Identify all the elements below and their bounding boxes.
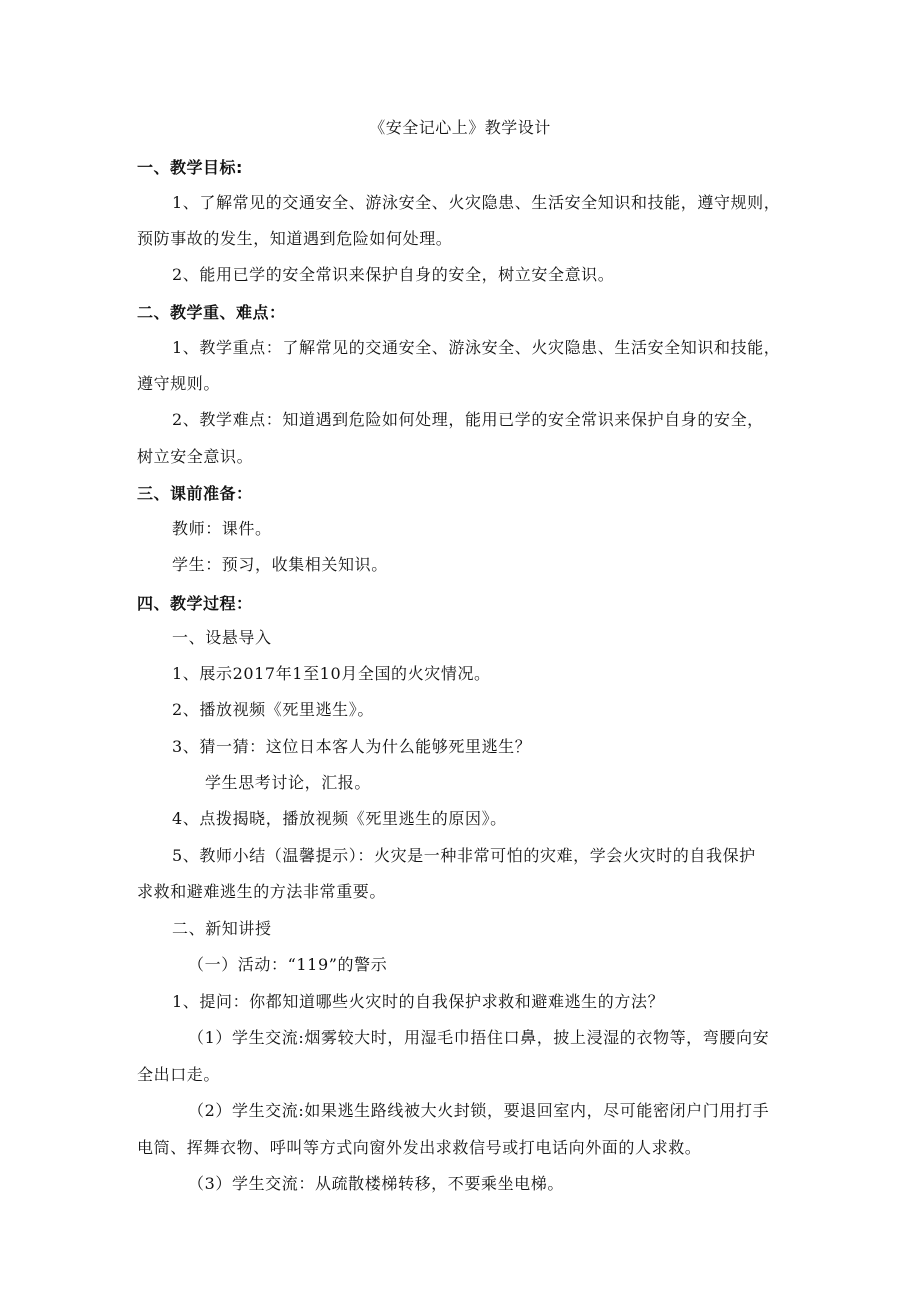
- list-item-continued: 电筒、挥舞衣物、呼叫等方式向窗外发出求救信号或打电话向外面的人求救。: [137, 1138, 702, 1157]
- paragraph-line: 1、教学重点：了解常见的交通安全、游泳安全、火灾隐患、生活安全知识和技能，: [172, 338, 781, 357]
- section-heading-objectives: 一、教学目标:: [137, 158, 243, 177]
- list-item: 1、提问：你都知道哪些火灾时的自我保护求救和避难逃生的方法？: [172, 992, 665, 1011]
- paragraph-line: 遵守规则。: [137, 374, 221, 393]
- subsection-heading: 一、设悬导入: [172, 628, 272, 647]
- paragraph-line: 2、能用已学的安全常识来保护自身的安全，树立安全意识。: [172, 265, 615, 284]
- list-item-continued: 全出口走。: [137, 1065, 221, 1084]
- subsection-heading: 二、新知讲授: [172, 919, 272, 938]
- activity-heading: （一）活动：“119”的警示: [188, 955, 388, 974]
- paragraph-line: 2、教学难点：知道遇到危险如何处理，能用已学的安全常识来保护自身的安全，: [172, 410, 764, 429]
- paragraph-line: 学生：预习，收集相关知识。: [172, 555, 388, 574]
- paragraph-line: 预防事故的发生，知道遇到危险如何处理。: [137, 229, 453, 248]
- list-item: （3）学生交流：从疏散楼梯转移，不要乘坐电梯。: [188, 1174, 564, 1193]
- section-heading-preparation: 三、课前准备：: [137, 484, 253, 503]
- list-item-response: 学生思考讨论，汇报。: [205, 773, 372, 792]
- section-heading-process: 四、教学过程：: [137, 594, 253, 613]
- list-item: （2）学生交流:如果逃生路线被大火封锁，要退回室内，尽可能密闭户门用打手: [188, 1101, 770, 1120]
- list-item: 5、教师小结（温馨提示）：火灾是一种非常可怕的灾难，学会火灾时的自我保护: [172, 846, 756, 865]
- paragraph-line: 教师：课件。: [172, 519, 272, 538]
- list-item: 4、点拨揭晓，播放视频《死里逃生的原因》。: [172, 809, 507, 828]
- paragraph-line: 树立安全意识。: [137, 447, 254, 466]
- list-item: 2、播放视频《死里逃生》。: [172, 700, 374, 719]
- section-heading-key-points: 二、教学重、难点：: [137, 303, 286, 322]
- paragraph-line: 1、了解常见的交通安全、游泳安全、火灾隐患、生活安全知识和技能，遵守规则，: [172, 193, 781, 212]
- list-item: （1）学生交流:烟雾较大时，用湿毛巾捂住口鼻，披上浸湿的衣物等，弯腰向安: [188, 1028, 770, 1047]
- document-title: 《安全记心上》教学设计: [369, 118, 551, 137]
- list-item: 1、展示2017年1至10月全国的火灾情况。: [172, 664, 491, 683]
- list-item-continued: 求救和避难逃生的方法非常重要。: [137, 882, 387, 901]
- list-item: 3、猜一猜：这位日本客人为什么能够死里逃生？: [172, 737, 532, 756]
